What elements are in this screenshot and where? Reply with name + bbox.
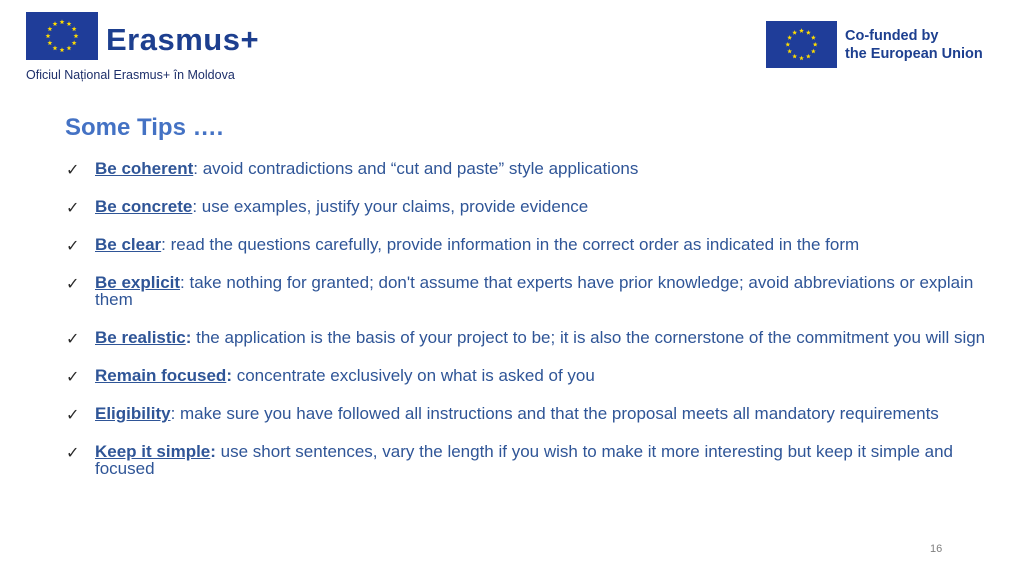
star-icon	[792, 30, 797, 35]
tip-separator: :	[210, 442, 216, 461]
star-icon	[72, 26, 77, 31]
star-icon	[60, 47, 65, 52]
tip-separator: :	[185, 328, 192, 347]
tip-term: Be clear	[95, 235, 162, 254]
tip-item	[66, 405, 996, 422]
tip-item	[66, 274, 996, 308]
star-icon	[806, 54, 811, 59]
tip-item	[66, 160, 996, 177]
tip-item	[66, 329, 996, 346]
tip-separator: :	[161, 235, 166, 254]
star-icon	[67, 21, 72, 26]
slide-title: Some Tips ….	[65, 114, 224, 141]
tip-text: use short sentences, vary the length if you wish to make it more interesting but keep it simple and focused	[95, 442, 953, 478]
checkmark-icon: ✓	[66, 443, 80, 462]
checkmark-icon: ✓	[66, 405, 80, 424]
star-icon	[785, 42, 790, 47]
star-icon	[811, 35, 816, 40]
tip-term: Be coherent	[95, 159, 194, 178]
page-number: 16	[930, 543, 943, 555]
tip-term: Eligibility	[95, 404, 171, 423]
star-icon	[60, 19, 65, 24]
star-icon	[792, 54, 797, 59]
tip-separator: :	[170, 404, 176, 423]
star-icon	[799, 28, 804, 33]
star-icon	[46, 33, 51, 38]
tip-item	[66, 236, 996, 253]
star-icon	[53, 46, 58, 51]
office-name: Oficiul Național Erasmus+ în Moldova	[26, 68, 235, 82]
tip-term: Be concrete	[95, 197, 193, 216]
eu-stars-circle	[26, 12, 98, 60]
eu-stars-circle	[766, 21, 837, 68]
star-icon	[67, 46, 72, 51]
star-icon	[787, 35, 792, 40]
checkmark-icon: ✓	[66, 274, 80, 293]
cofunded-label	[845, 27, 983, 63]
tip-text: avoid contradictions and “cut and paste” style applications	[197, 159, 639, 178]
tip-separator: :	[180, 273, 185, 292]
erasmus-eu-flag-icon	[26, 12, 98, 60]
tip-item	[66, 198, 996, 215]
tip-item	[66, 443, 996, 477]
tip-text: read the questions carefully, provide information in the correct order as indicated in the form	[165, 235, 860, 254]
cofunded-line-2: the European Union	[845, 46, 983, 62]
star-icon	[806, 30, 811, 35]
tip-item	[66, 367, 996, 384]
checkmark-icon: ✓	[66, 236, 80, 255]
checkmark-icon: ✓	[66, 329, 80, 348]
tip-text: the application is the basis of your project to be; it is also the cornerstone of the commitment you will sign	[191, 328, 986, 347]
tip-text: make sure you have followed all instructions and that the proposal meets all mandatory requirements	[175, 404, 939, 423]
cofunded-eu-flag-icon	[766, 21, 837, 68]
tip-separator: :	[193, 159, 198, 178]
tip-term: Remain focused	[95, 366, 227, 385]
tip-text: use examples, justify your claims, provide evidence	[197, 197, 589, 216]
star-icon	[799, 56, 804, 61]
checkmark-icon: ✓	[66, 198, 80, 217]
star-icon	[47, 26, 52, 31]
star-icon	[72, 40, 77, 45]
star-icon	[47, 40, 52, 45]
tip-separator: :	[192, 197, 198, 216]
checkmark-icon: ✓	[66, 367, 80, 386]
tip-text: take nothing for granted; don't assume that experts have prior knowledge; avoid abbreviations or explain them	[95, 273, 974, 309]
tip-term: Keep it simple	[95, 442, 211, 461]
tip-term: Be realistic	[95, 328, 186, 347]
tip-separator: :	[226, 366, 232, 385]
tip-text: concentrate exclusively on what is asked of you	[231, 366, 595, 385]
erasmus-logo-text: Erasmus+	[106, 22, 260, 57]
star-icon	[811, 49, 816, 54]
star-icon	[787, 49, 792, 54]
tip-term: Be explicit	[95, 273, 181, 292]
star-icon	[813, 42, 818, 47]
checkmark-icon: ✓	[66, 160, 80, 179]
star-icon	[53, 21, 58, 26]
star-icon	[74, 33, 79, 38]
tips-list	[66, 160, 996, 477]
cofunded-line-1: Co-funded by	[845, 28, 939, 44]
